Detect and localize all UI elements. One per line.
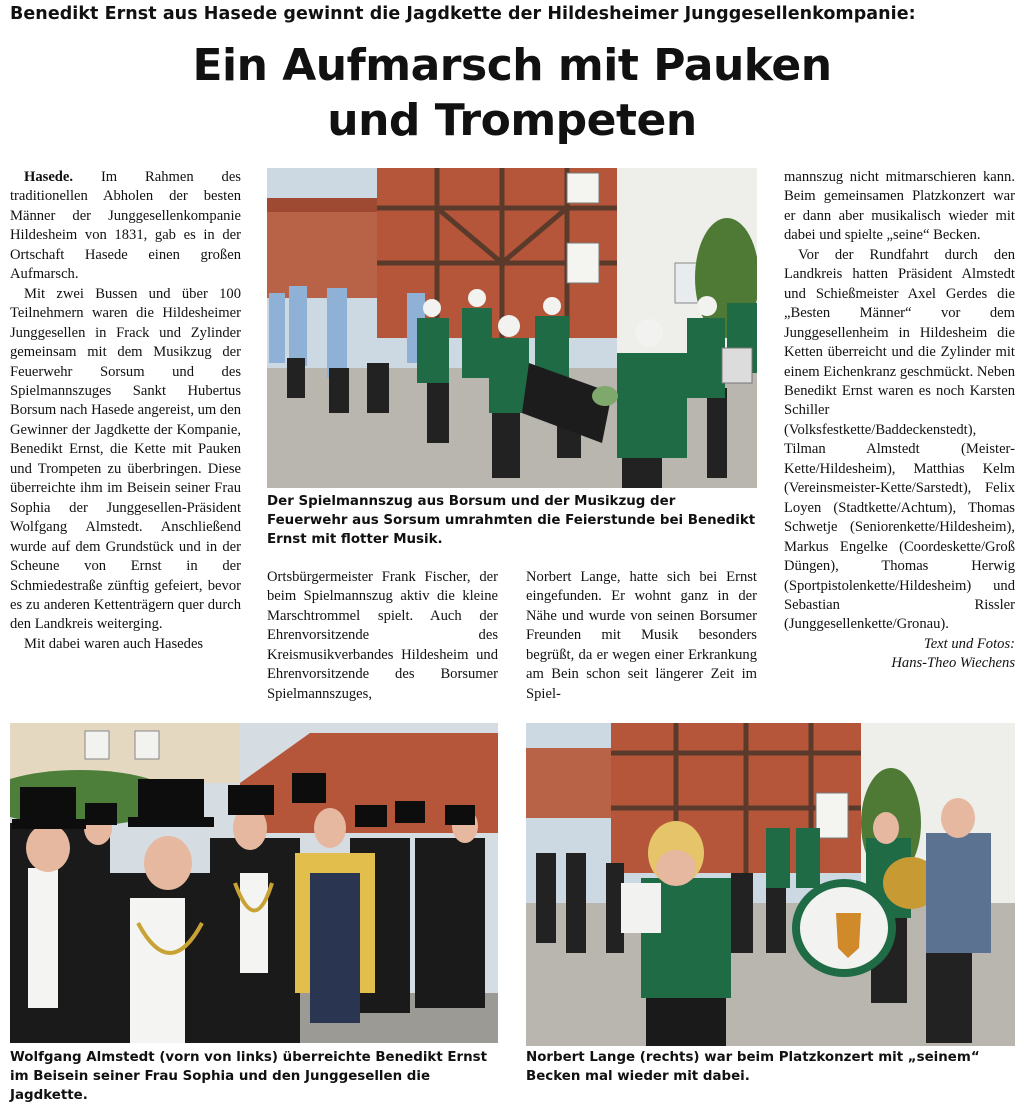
article-paragraph-2: Mit zwei Bussen und über 100 Teilnehmern waren die Hildesheimer Junggesellen in Frack und Zylinder gemeinsam mit dem Musikzug der Feuerwehr Sorsum und des Spielmannszuges Sankt Hubertus Borsum nach Hasede angereist, um den Gewinner der Jagdkette der Kompanie, Benedikt Ernst, die Kette mit Pauken und Trompeten zu überbringen. Diese überreichte ihm im Beisein seiner Frau Sophia der Junggesellen-Präsident Wolfgang Almstedt. Anschließend wurde auf dem Grundstück und in der Scheune von Ernst in der Schmiedestraße zünftig gefeiert, bevor es zu anderen Kettenträgern quer durch den Landkreis weiterging. — [10, 285, 241, 633]
photo-credit-author: Hans-Theo Wiechens — [891, 655, 1015, 672]
photo-caption-right: Norbert Lange (rechts) war beim Platzkonzert mit „seinem“ Becken mal wieder mit dabei. — [526, 1050, 980, 1084]
kicker-line: Benedikt Ernst aus Hasede gewinnt die Jagdkette der Hildesheimer Junggesellenkompanie: — [10, 4, 916, 24]
article-column-1 — [10, 168, 241, 654]
dateline: Hasede. — [24, 169, 74, 185]
photo-chain-handover — [10, 723, 498, 1043]
headline-line-2: und Trompeten — [327, 95, 697, 146]
photo-caption-left: Wolfgang Almstedt (vorn von links) überreichte Benedikt Ernst im Beisein seiner Frau Sophia und den Junggesellen die Jagdkette. — [10, 1050, 488, 1103]
article-column-4 — [784, 168, 1015, 674]
photo-band-parade — [267, 168, 757, 488]
article-paragraph-5: Norbert Lange, hatte sich bei Ernst eingefunden. Er wohnt ganz in der Nähe und wurde von seinen Borsumer Freunden mit Musik besonders begrüßt, da er wegen einer Erkrankung am Bein schon seit längerer Zeit im Spiel- — [526, 569, 757, 702]
article-paragraph-7: Vor der Rundfahrt durch den Landkreis hatten Präsident Almstedt und Schießmeister Axel Gerdes die „Besten Männer“ vor dem Junggesellenheim in Hildesheim die Ketten überreicht und die Zylinder mit einem Eichenkranz geschmückt. Neben Benedikt Ernst waren es noch Karsten Schiller (Volksfestkette/Baddeckenstedt), Tilman Almstedt (Meister-Kette/Hildesheim), Matthias Kelm (Vereinsmeister-Kette/Sarstedt), Felix Loyen (Stadtkette/Achtum), Thomas Schwetje (Seniorenkette/Hildesheim), Markus Engelke (Coordeskette/Groß Düngen), Thomas Herwig (Sportpistolenkette/Hildesheim) und Sebastian Rissler (Junggesellenkette/Gronau). — [784, 246, 1015, 633]
article-column-3 — [526, 568, 757, 704]
article-paragraph-1 — [10, 168, 241, 285]
photo-credit-label: Text und Fotos: — [923, 635, 1015, 652]
headline-line-1: Ein Aufmarsch mit Pauken — [192, 40, 832, 91]
article-column-2 — [267, 568, 498, 704]
article-paragraph-6: mannszug nicht mitmarschieren kann. Beim gemeinsamen Platzkonzert war er dann aber musikalisch wieder mit dabei und spielte „seine“ Becken. — [784, 169, 1015, 244]
headline — [0, 38, 1024, 148]
photo-caption-top: Der Spielmannszug aus Borsum und der Musikzug der Feuerwehr aus Sorsum umrahmten die Feierstunde bei Benedikt Ernst mit flotter Musik. — [267, 494, 756, 547]
article-paragraph-3: Mit dabei waren auch Hasedes — [24, 635, 204, 652]
article-paragraph-4: Ortsbürgermeister Frank Fischer, der beim Spielmannszug aktiv die kleine Marschtrommel spielt. Auch der Ehrenvorsitzende des Kreismusikverbandes Hildesheim und Ehrenvorsitzende des Borsumer Spielmannszuges, — [267, 569, 498, 702]
photo-platzkonzert — [526, 723, 1015, 1046]
paragraph-text: Im Rahmen des traditionellen Abholen der besten Männer der Junggesellenkompanie Hildesheim von 1831, gab es in der Ortschaft Hasede einen großen Aufmarsch. — [10, 169, 241, 283]
